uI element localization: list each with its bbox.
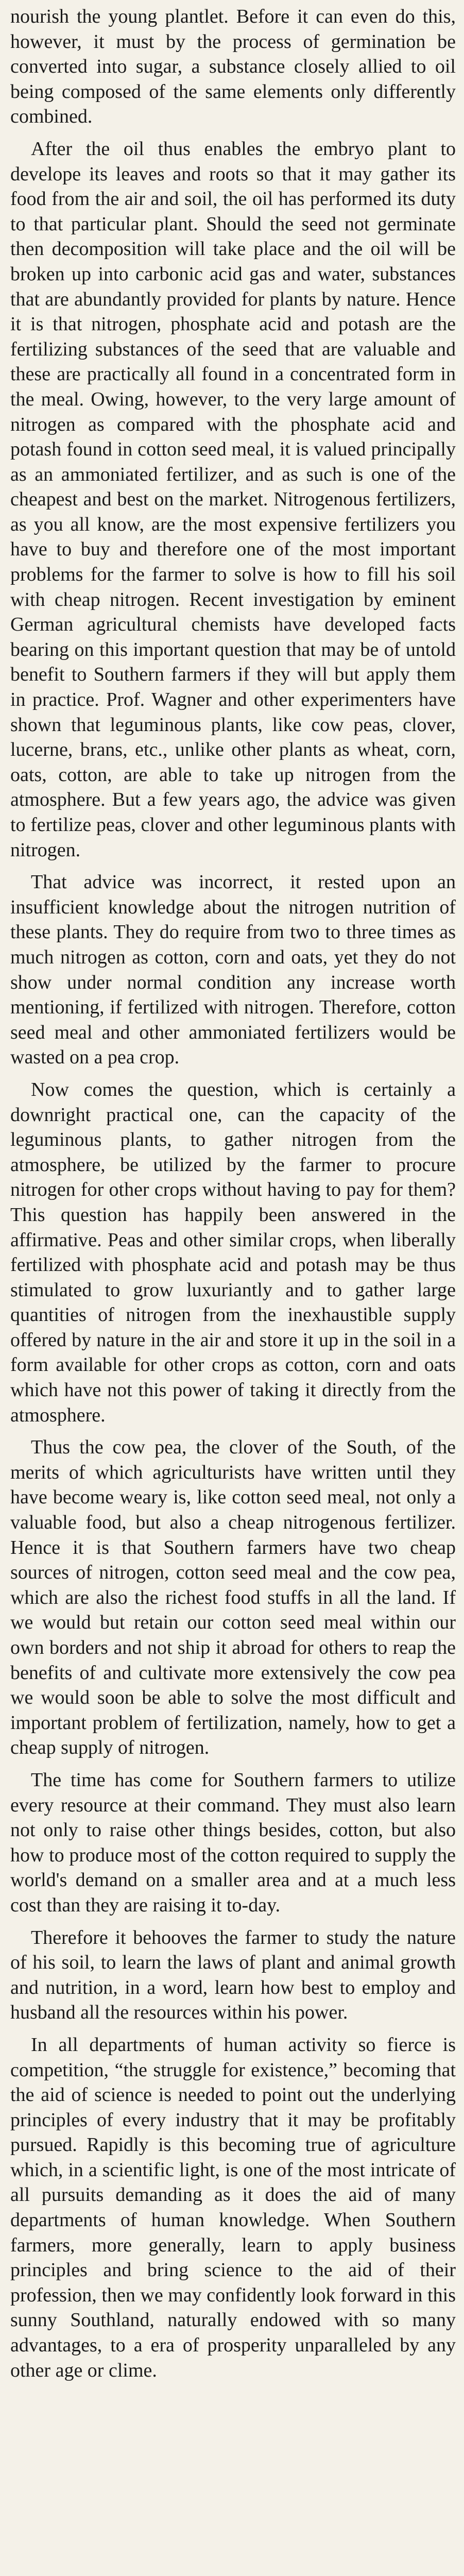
article-paragraph-4: Now comes the question, which is certainly a downright practical one, can the capacity of the leguminous plants, to gather nitrogen from the atmosphere, be utilized by the farmer to procure nitrogen for other crops without having to pay for them? This question has happily been answered in the affirmative. Peas and other similar crops, when liberally fertilized with phosphate acid and potash may be thus stimulated to grow luxuriantly and to gather large quantities of nitrogen from the inexhaustible supply offered by nature in the air and store it up in the soil in a form available for other crops as cotton, corn and oats which have not this power of taking it directly from the atmosphere. [10, 1078, 456, 1426]
article-paragraph-5: Thus the cow pea, the clover of the South, of the merits of which agriculturists have written until they have become weary is, like cotton seed meal, not only a valuable food, but also a cheap nitrogenous fertilizer. Hence it is that Southern farmers have two cheap sources of nitrogen, cotton seed meal and the cow pea, which are also the richest food stuffs in all the land. If we would but retain our cotton seed meal within our own borders and not ship it abroad for others to reap the benefits of and cultivate more extensively the cow pea we would soon be able to solve the most difficult and important problem of fertilization, namely, how to get a cheap supply of nitrogen. [10, 1436, 456, 1759]
article-paragraph-1: nourish the young plantlet. Before it can even do this, however, it must by the process of germination be converted into sugar, a substance closely allied to oil being composed of the same elements only differently combined. [10, 6, 456, 128]
article-paragraph-2: After the oil thus enables the embryo plant to develope its leaves and roots so that it may gather its food from the air and soil, the oil has performed its duty to that particular plant. Should the seed not germinate then decomposition will take place and the oil will be broken up into carbonic acid gas and water, substances that are abundantly provided for plants by nature. Hence it is that nitrogen, phosphate acid and potash are the fertilizing substances of the seed that are valuable and these are practically all found in a concentrated form in the meal. Owing, however, to the very large amount of nitrogen as compared with the phosphate acid and potash found in cotton seed meal, it is valued principally as an ammoniated fertilizer, and as such is one of the cheapest and best on the market. Nitrogenous fertilizers, as you all know, are the most expensive fertilizers you have to buy and therefore one of the most important problems for the farmer to solve is how to fill his soil with cheap nitrogen. Recent investigation by eminent German agricultural chemists have developed facts bearing on this important question that may be of untold benefit to Southern farmers if they will but apply them in practice. Prof. Wagner and other experimenters have shown that leguminous plants, like cow peas, clover, lucerne, brans, etc., unlike other plants as wheat, corn, oats, cotton, are able to take up nitrogen from the atmosphere. But a few years ago, the advice was given to fertilize peas, clover and other leguminous plants with nitrogen. [10, 138, 456, 861]
article-column [10, 4, 456, 2383]
article-paragraph-6: The time has come for Southern farmers to utilize every resource at their command. They must also learn not only to raise other things besides, cotton, but also how to produce most of the cotton required to supply the world's demand on a smaller area and at a much less cost than they are raising it to-day. [10, 1769, 456, 1916]
article-paragraph-7: Therefore it behooves the farmer to study the nature of his soil, to learn the laws of plant and animal growth and nutrition, in a word, learn how best to employ and husband all the resources within his power. [10, 1926, 456, 2024]
article-paragraph-3: That advice was incorrect, it rested upon an insufficient knowledge about the nitrogen nutrition of these plants. They do require from two to three times as much nitrogen as cotton, corn and oats, yet they do not show under normal condition any increase worth mentioning, if fertilized with nitrogen. Therefore, cotton seed meal and other ammoniated fertilizers would be wasted on a pea crop. [10, 871, 456, 1069]
article-paragraph-8: In all departments of human activity so fierce is competition, “the struggle for existence,” becoming that the aid of science is needed to point out the underlying principles of every industry that it may be profitably pursued. Rapidly is this becoming true of agriculture which, in a scientific light, is one of the most intricate of all pursuits demanding as it does the aid of many departments of human knowledge. When Southern farmers, more generally, learn to apply business principles and bring science to the aid of their profession, then we may confidently look forward in this sunny Southland, naturally endowed with so many advantages, to a era of prosperity unparalleled by any other age or clime. [10, 2033, 456, 2381]
